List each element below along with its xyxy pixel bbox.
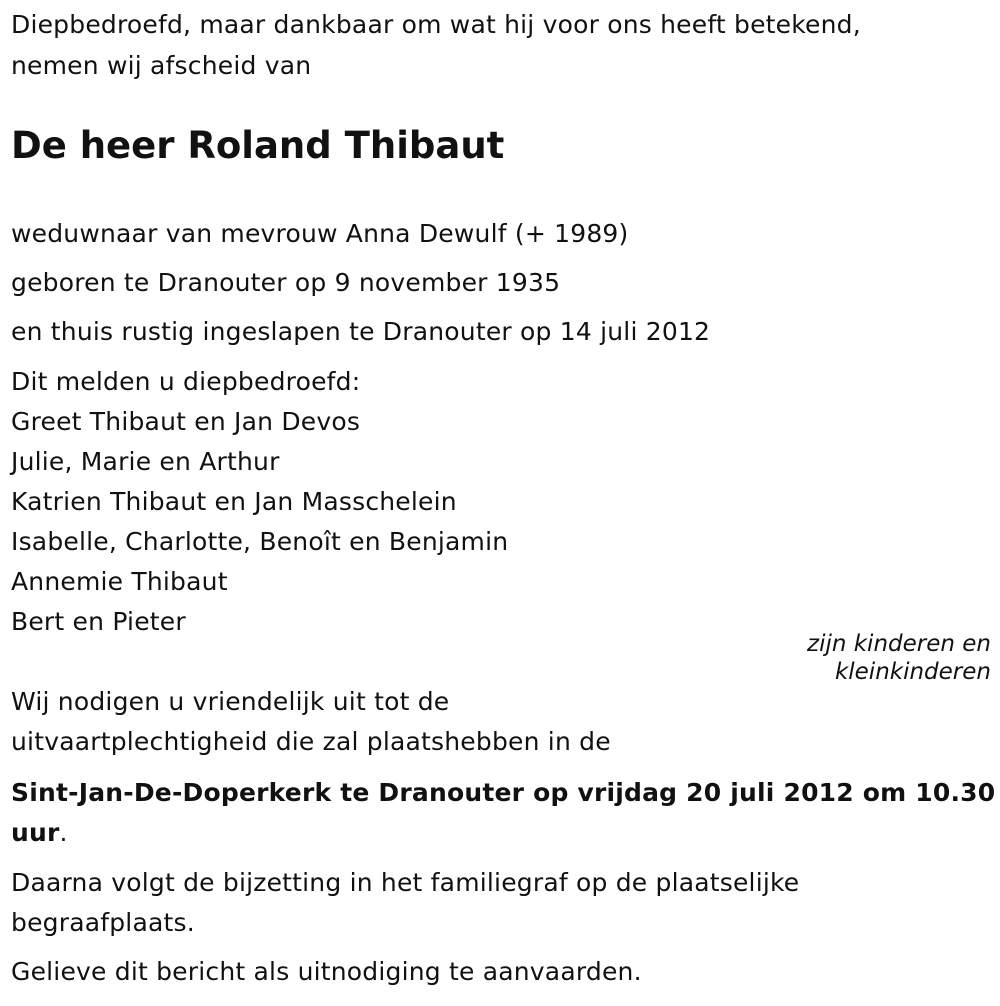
relation-line-2: kleinkinderen — [834, 659, 991, 685]
announcer-name: Katrien Thibaut en Jan Masschelein — [11, 487, 457, 516]
burial-line-2: begraafplaats. — [11, 908, 195, 937]
intro-line-2: nemen wij afscheid van — [11, 51, 312, 80]
announcer-name: Julie, Marie en Arthur — [11, 447, 280, 476]
ceremony-location-line-1: Sint-Jan-De-Doperkerk te Dranouter op vrijdag 20 juli 2012 om 10.30 — [11, 778, 996, 807]
birth-line: geboren te Dranouter op 9 november 1935 — [11, 268, 561, 297]
invitation-line-2: uitvaartplechtigheid die zal plaatshebben in de — [11, 727, 611, 756]
announcer-name: Annemie Thibaut — [11, 567, 228, 596]
death-line: en thuis rustig ingeslapen te Dranouter op 14 juli 2012 — [11, 317, 711, 346]
closing-line: Gelieve dit bericht als uitnodiging te aanvaarden. — [11, 957, 642, 986]
ceremony-location-time-end: uur — [11, 818, 60, 847]
announcer-name: Greet Thibaut en Jan Devos — [11, 407, 361, 436]
ceremony-location-period: . — [59, 818, 68, 847]
announcer-name: Bert en Pieter — [11, 607, 186, 636]
obituary-page — [11, 0, 996, 1006]
invitation-line-1: Wij nodigen u vriendelijk uit tot de — [11, 687, 450, 716]
relation-line-1: zijn kinderen en — [807, 631, 991, 657]
ceremony-location-line-2 — [11, 818, 68, 848]
announcers-heading: Dit melden u diepbedroefd: — [11, 367, 361, 396]
deceased-name: De heer Roland Thibaut — [11, 124, 505, 167]
intro-line-1: Diepbedroefd, maar dankbaar om wat hij voor ons heeft betekend, — [11, 10, 861, 39]
burial-line-1: Daarna volgt de bijzetting in het familiegraf op de plaatselijke — [11, 868, 800, 897]
announcer-name: Isabelle, Charlotte, Benoît en Benjamin — [11, 527, 509, 556]
widower-line: weduwnaar van mevrouw Anna Dewulf (+ 1989) — [11, 219, 629, 248]
relation-note — [731, 630, 991, 686]
